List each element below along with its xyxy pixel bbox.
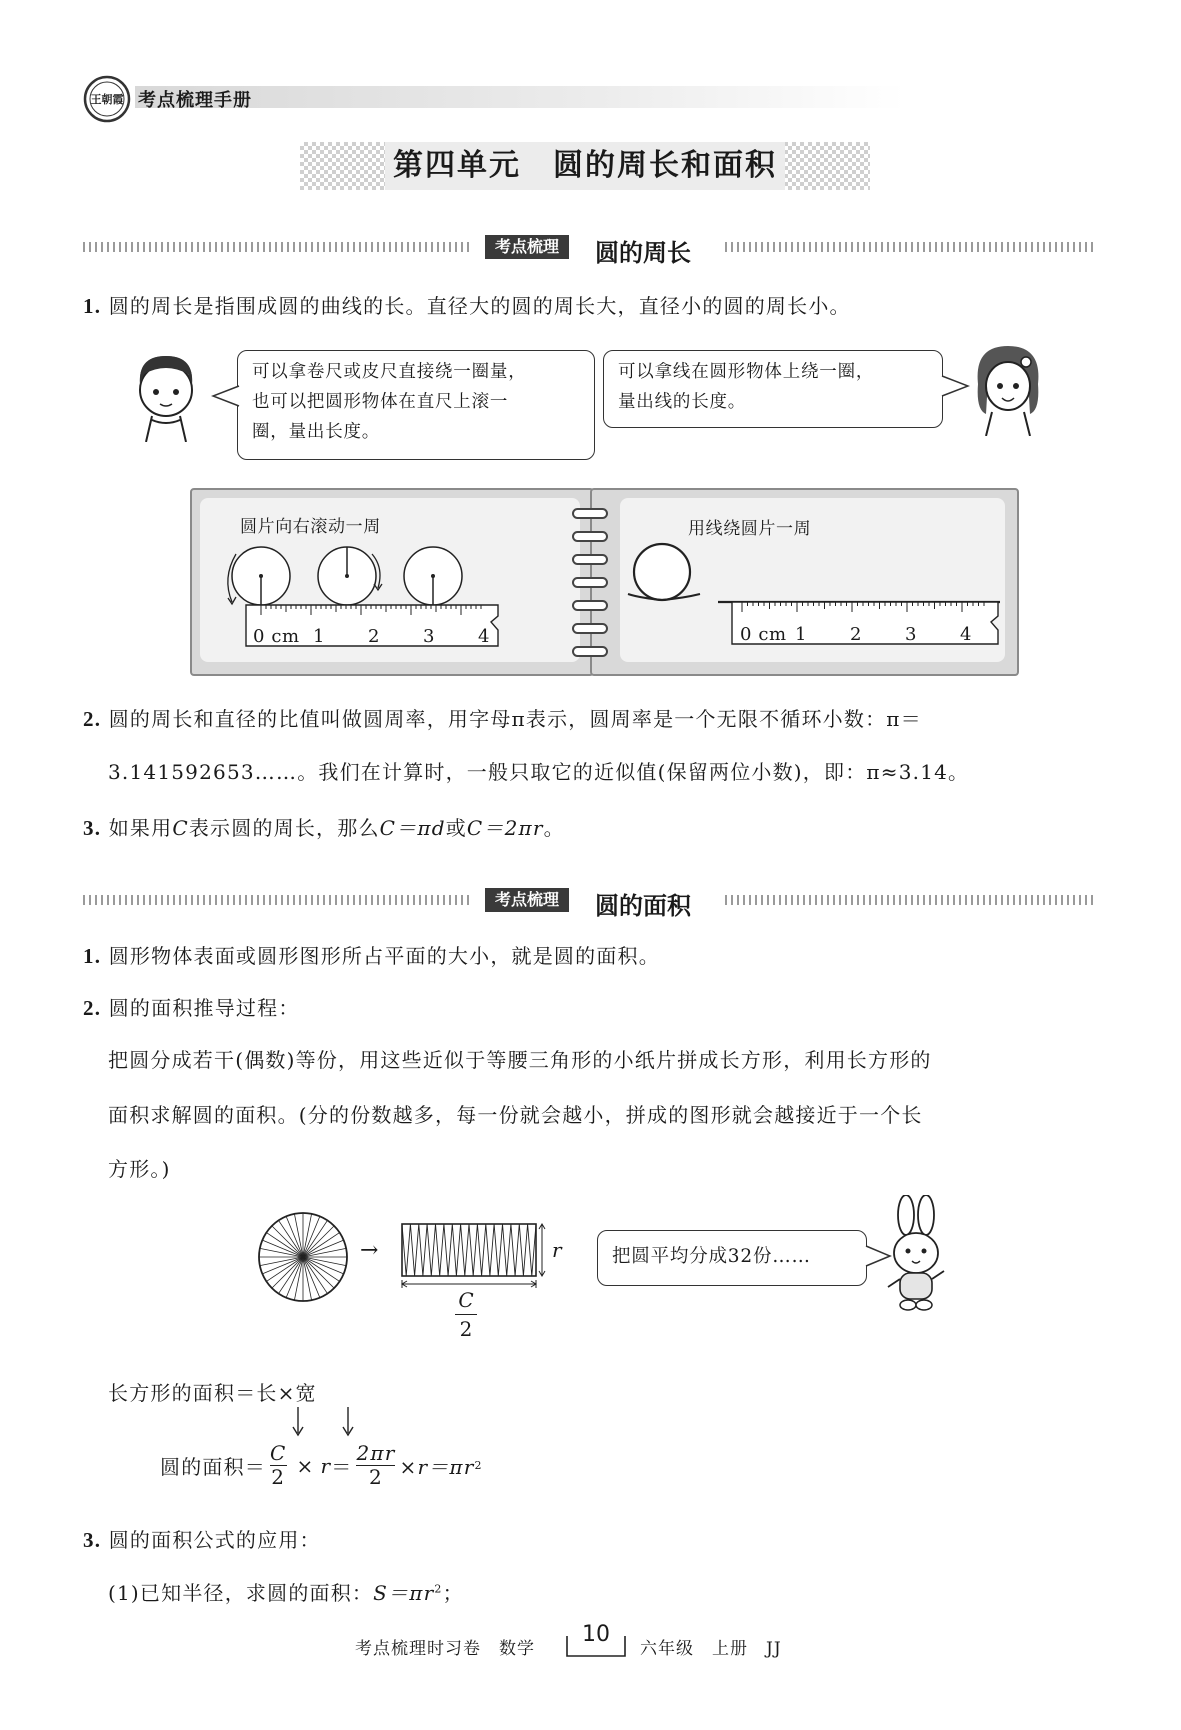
bubble-girl-tail — [940, 374, 970, 398]
bubble-rabbit: 把圆平均分成32份…… — [597, 1230, 867, 1286]
fraction-c-over-2: $\frac{C}{2}$ — [270, 1441, 287, 1489]
s1-item2-line2: 3.141592653……。我们在计算时，一般只取它的近似值(保留两位小数)，即：π≈3.14。 — [108, 760, 970, 784]
bubble-boy-line2: 也可以把圆形物体在直尺上滚一 — [252, 392, 509, 412]
section1-tag: 考点梳理 — [485, 235, 569, 259]
s1-item3: 3. 如果用C表示圆的周长，那么C＝πd或C＝2πr。 — [83, 816, 565, 840]
rect-width-fraction: C 2 — [455, 1288, 477, 1341]
transform-arrow: → — [360, 1238, 380, 1263]
footer-left: 考点梳理时习卷 数学 — [355, 1639, 535, 1659]
bubble-boy-line1: 可以拿卷尺或皮尺直接绕一圈量， — [252, 362, 527, 382]
unit-title: 第四单元 圆的周长和面积 — [385, 142, 785, 190]
circle-area-label: 圆的面积＝ — [160, 1455, 266, 1479]
fraction-2pir-over-2: $\frac{2\pi r}{2}$ — [356, 1441, 396, 1489]
s2-sub1: (1)已知半径，求圆的面积：$S=\pi r^2$； — [108, 1581, 464, 1605]
rabbit-figure — [882, 1195, 950, 1315]
bubble-girl-line1: 可以拿线在圆形物体上绕一圈， — [618, 362, 875, 382]
section2-title: 圆的面积 — [595, 892, 691, 920]
bubble-boy-line3: 圈，量出长度。 — [252, 422, 381, 442]
publisher-logo — [82, 74, 132, 124]
section1-title: 圆的周长 — [595, 239, 691, 267]
section1-dotline-left — [83, 242, 473, 252]
header-title: 考点梳理手册 — [138, 90, 252, 111]
section2-dotline-left — [83, 895, 473, 905]
s2-para-line1: 把圆分成若干(偶数)等份，用这些近似于等腰三角形的小纸片拼成长方形，利用长方形的 — [108, 1048, 932, 1072]
wrapped-circle — [634, 544, 690, 600]
circle-sector-line — [303, 1226, 334, 1257]
section2-tag: 考点梳理 — [485, 888, 569, 912]
s1-item2-line1: 2. 圆的周长和直径的比值叫做圆周率，用字母π表示，圆周率是一个无限不循环小数：π＝ — [83, 707, 922, 731]
section1-dotline-right — [725, 242, 1095, 252]
boy-figure — [132, 350, 202, 442]
logo-text: 王朝霞 — [90, 93, 124, 106]
s2-item3: 3. 圆的面积公式的应用： — [83, 1528, 321, 1552]
section2-dotline-right — [725, 895, 1095, 905]
rect-area-formula: 长方形的面积＝长×宽 — [108, 1381, 317, 1405]
circle-area-derivation: 圆的面积＝ $\frac{C}{2}$ × r ＝ $\frac{2\pi r}{2}$ ×r＝πr 2 — [160, 1441, 483, 1489]
bubble-girl — [603, 350, 943, 428]
bubble-girl-line2: 量出线的长度。 — [618, 392, 747, 412]
girl-figure — [970, 340, 1046, 436]
derivation-arrows — [290, 1405, 360, 1439]
s2-para-line3: 方形。) — [108, 1157, 171, 1181]
bubble-boy-tail — [211, 384, 241, 408]
s1-item1: 1. 圆的周长是指围成圆的曲线的长。直径大的圆的周长大，直径小的圆的周长小。 — [83, 294, 851, 318]
divided-circle — [256, 1210, 350, 1304]
string-around-circle-diagram — [620, 498, 1005, 662]
circle-sector-line — [272, 1257, 303, 1288]
circle-sector-line — [272, 1226, 303, 1257]
footer-right: 六年级 上册 JJ — [640, 1639, 782, 1659]
s2-item2: 2. 圆的面积推导过程： — [83, 996, 300, 1020]
s2-item1: 1. 圆形物体表面或圆形图形所占平面的大小，就是圆的面积。 — [83, 944, 660, 968]
panel-right-label: 用线绕圆片一周 — [688, 519, 812, 539]
panel-left-label: 圆片向右滚动一周 — [240, 517, 381, 537]
page-number: 10 — [582, 1622, 610, 1647]
bubble-boy — [237, 350, 595, 460]
notebook-rings — [565, 505, 615, 665]
rect-height-label: r — [552, 1238, 563, 1262]
s2-para-line2: 面积求解圆的面积。(分的份数越多，每一份就会越小，拼成的图形就会越接近于一个长 — [108, 1103, 923, 1127]
circle-sector-line — [303, 1257, 334, 1288]
